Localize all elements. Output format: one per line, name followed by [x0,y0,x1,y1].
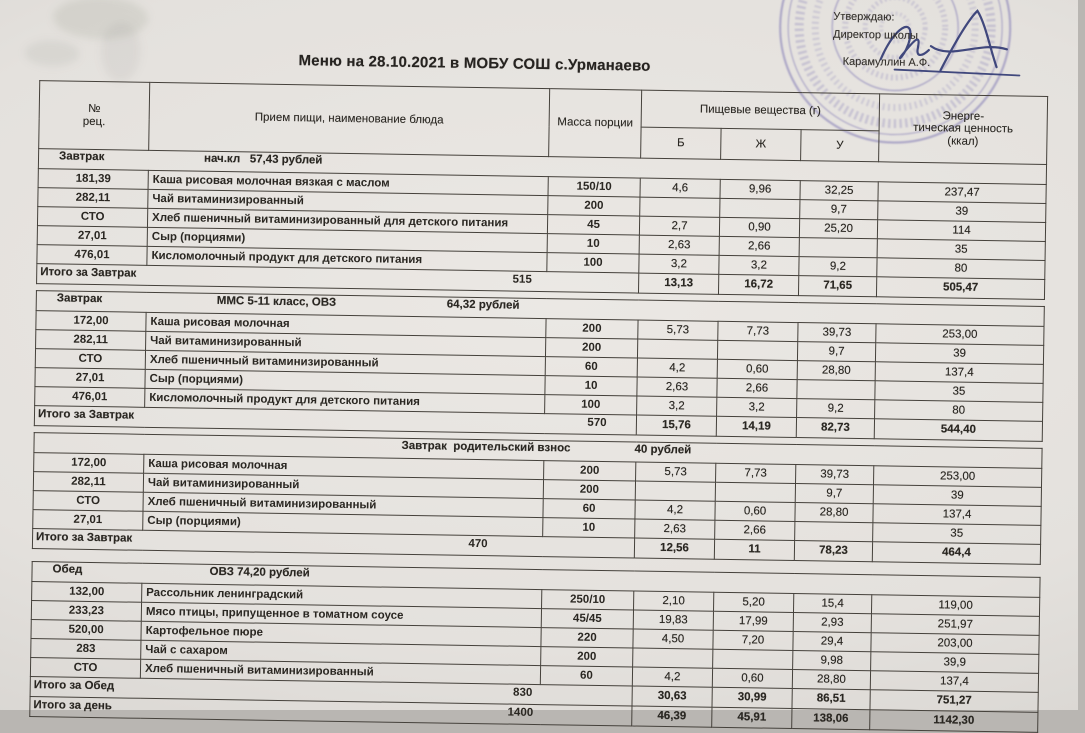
cell-energy: 253,00 [874,466,1042,488]
cell-dish: Чай витаминизированный [146,331,546,356]
cell-dish: Чай витаминизированный [143,473,543,498]
total-energy: 505,47 [876,277,1044,300]
total-zh: 11 [714,539,794,560]
col-header-carbs: У [801,130,879,162]
cell-zh: 2,66 [717,378,797,398]
cell-dish: Каша рисовая молочная [144,454,544,479]
total-u: 86,51 [792,689,870,710]
total-zh: 14,19 [716,416,796,437]
cell-u: 28,80 [795,503,873,523]
cell-u [797,380,875,400]
cell-mass: 200 [544,461,636,481]
cell-dish: Рассольник ленинградский [142,583,542,608]
cell-b: 4,50 [633,629,713,649]
section-detail: Завтрак родительский взнос [401,439,571,455]
cell-b [637,339,717,359]
total-mass: 830 [513,686,533,699]
cell-mass: 60 [543,499,635,519]
cell-mass: 200 [541,647,633,667]
total-label: Итого за Завтрак [37,408,135,422]
cell-zh: 3,2 [719,255,799,275]
cell-zh: 0,60 [715,501,795,521]
cell-u: 2,93 [793,613,871,633]
section-detail: ОВЗ 74,20 рублей [209,565,310,580]
cell-energy: 251,97 [871,614,1039,636]
cell-u: 32,25 [800,181,878,201]
total-zh: 16,72 [718,274,798,295]
cell-mass: 10 [547,234,639,254]
cell-mass: 60 [540,666,632,686]
cell-b: 3,2 [639,254,719,274]
cell-num: 27,01 [37,226,147,247]
cell-mass: 200 [545,338,637,358]
cell-num: СТО [33,491,143,512]
total-u: 71,65 [798,276,876,297]
cell-num: 476,01 [37,245,147,266]
total-b: 15,76 [636,415,716,436]
cell-b: 2,63 [639,235,719,255]
approval-block [833,11,932,70]
cell-num: 283 [31,639,141,660]
approval-word: Утверждаю: [833,10,895,24]
cell-num: 282,11 [36,330,146,351]
total-label: Итого за Завтрак [40,266,137,280]
cell-zh [717,340,797,360]
cell-b: 4,2 [635,500,715,520]
section-meal: Завтрак [56,292,103,306]
cell-u: 28,80 [792,670,870,690]
total-b: 12,56 [634,538,714,559]
total-u: 138,06 [792,709,870,730]
cell-u: 39,73 [796,465,874,485]
cell-b [635,481,715,501]
cell-energy: 137,4 [873,504,1041,526]
cell-dish: Сыр (порциями) [143,511,543,536]
total-zh: 30,99 [712,687,792,708]
cell-zh: 0,90 [719,217,799,237]
cell-u [799,238,877,258]
cell-mass: 250/10 [542,590,634,610]
cell-energy: 114 [877,220,1045,242]
cell-dish: Мясо птицы, припущенное в томатном соусе [141,602,541,627]
col-header-mass: Масса порции [549,89,642,158]
cell-b: 4,2 [637,358,717,378]
total-energy: 1142,30 [870,710,1038,733]
cell-dish: Сыр (порциями) [145,369,545,394]
col-header-num: № рец. [39,81,150,151]
menu-table-grid [29,80,1048,733]
cell-zh: 9,96 [720,179,800,199]
cell-mass: 10 [545,376,637,396]
cell-num: 282,11 [33,472,143,493]
section-price: 64,32 рублей [446,298,520,312]
cell-b: 4,2 [632,667,712,687]
cell-b: 2,7 [639,216,719,236]
cell-num: 181,39 [38,169,148,190]
cell-mass: 200 [546,319,638,339]
total-b: 13,13 [638,273,718,294]
cell-u: 9,2 [797,399,875,419]
cell-dish: Картофельное пюре [141,621,541,646]
total-mass: 1400 [507,706,534,719]
cell-num: 520,00 [31,620,141,641]
cell-zh: 7,20 [713,630,793,650]
cell-energy: 35 [873,523,1041,545]
cell-b: 5,73 [636,462,716,482]
col-header-fat: Ж [721,128,801,160]
total-mass: 515 [512,273,532,286]
total-energy: 464,4 [872,542,1040,565]
total-u: 82,73 [796,418,874,439]
cell-u: 9,2 [799,257,877,277]
cell-b: 19,83 [633,610,713,630]
cell-mass: 100 [545,395,637,415]
total-b: 46,39 [632,706,712,727]
cell-dish: Кисломолочный продукт для детского питания [145,388,545,413]
total-mass: 570 [587,416,607,430]
cell-num: 233,23 [31,601,141,622]
cell-mass: 45/45 [541,609,633,629]
cell-zh: 2,66 [715,520,795,540]
cell-zh: 5,20 [713,592,793,612]
cell-dish: Кисломолочный продукт для детского питания [147,246,547,271]
cell-mass: 10 [543,518,635,538]
cell-dish: Чай витаминизированный [148,189,548,214]
cell-mass: 150/10 [548,177,640,197]
cell-b: 5,73 [638,320,718,340]
total-b: 30,63 [632,686,712,707]
cell-zh: 7,73 [718,321,798,341]
cell-dish: Чай с сахаром [141,640,541,665]
cell-num: СТО [30,658,140,679]
total-energy: 751,27 [870,690,1038,713]
section-meal: Завтрак [58,150,105,164]
cell-dish: Хлеб пшеничный витаминизированный [143,492,543,517]
cell-energy: 80 [875,400,1043,422]
cell-energy: 35 [877,239,1045,261]
cell-zh: 0,60 [712,668,792,688]
total-label: Итого за день [33,699,113,713]
cell-u [795,522,873,542]
cell-dish: Хлеб пшеничный витаминизированный для детского питания [147,208,547,233]
cell-energy: 137,4 [870,671,1038,693]
cell-num: СТО [35,349,145,370]
table-header-row [39,81,1047,134]
approval-name: Карамуллин А.Ф. [842,56,931,70]
approval-role: Директор школы [832,28,919,42]
cell-u: 9,7 [797,342,875,362]
cell-num: 27,01 [35,368,145,389]
scan-artifact [24,40,79,67]
cell-mass: 200 [548,196,640,216]
cell-energy: 39 [873,485,1041,507]
cell-dish: Хлеб пшеничный витаминизированный [145,350,545,375]
cell-zh: 0,60 [717,359,797,379]
cell-mass: 200 [543,480,635,500]
cell-u: 9,98 [793,651,871,671]
cell-u: 9,7 [795,484,873,504]
cell-num: 476,01 [35,387,145,408]
cell-u: 28,80 [797,361,875,381]
cell-energy: 237,47 [878,182,1046,204]
cell-zh [720,198,800,218]
total-label: Итого за Обед [33,679,115,693]
cell-zh: 2,66 [719,236,799,256]
cell-zh: 7,73 [716,463,796,483]
cell-energy: 80 [877,258,1045,280]
cell-energy: 39 [875,343,1043,365]
cell-mass: 45 [547,215,639,235]
cell-num: 282,11 [38,188,148,209]
cell-energy: 35 [875,381,1043,403]
cell-b [640,197,720,217]
cell-energy: 203,00 [871,633,1039,655]
menu-table [29,80,1047,733]
cell-u: 15,4 [793,594,871,614]
cell-zh: 17,99 [713,611,793,631]
cell-num: 132,00 [32,582,142,603]
total-energy: 544,40 [874,419,1042,442]
cell-u: 9,7 [800,200,878,220]
cell-num: 172,00 [34,453,144,474]
cell-energy: 137,4 [875,362,1043,384]
scan-artifact [53,0,149,40]
col-header-nutrients: Пищевые вещества (г) [641,90,880,131]
section-price: 40 рублей [634,443,692,457]
cell-u: 39,73 [798,323,876,343]
cell-mass: 60 [545,357,637,377]
section-meal: Обед [52,563,83,576]
col-header-energy: Энерге- тическая ценность (ккал) [879,94,1048,165]
cell-energy: 253,00 [876,324,1044,346]
cell-b: 2,63 [635,519,715,539]
cell-b: 2,10 [634,591,714,611]
total-label: Итого за Завтрак [35,531,133,545]
cell-mass: 100 [547,253,639,273]
cell-u: 29,4 [793,632,871,652]
cell-dish: Каша рисовая молочная вязкая с маслом [148,170,548,195]
col-header-protein: Б [641,127,721,159]
cell-b: 2,63 [637,377,717,397]
cell-u: 25,20 [799,219,877,239]
section-detail: ММС 5-11 класс, ОВЗ [216,294,337,309]
cell-b [633,648,713,668]
total-zh: 45,91 [712,707,792,728]
cell-energy: 39,9 [871,652,1039,674]
cell-dish: Каша рисовая молочная [146,312,546,337]
section-detail: нач.кл 57,43 рублей [203,152,323,167]
cell-num: СТО [37,207,147,228]
col-header-dish: Прием пищи, наименование блюда [149,82,550,156]
table-body [30,149,1047,733]
cell-energy: 39 [878,201,1046,223]
cell-b: 3,2 [637,396,717,416]
total-mass: 470 [468,537,488,551]
document-title: Меню на 28.10.2021 в МОБУ СОШ с.Урманаево [298,52,651,75]
cell-b: 4,6 [640,178,720,198]
cell-zh [715,482,795,502]
cell-energy: 119,00 [871,595,1039,617]
cell-dish: Хлеб пшеничный витаминизированный [140,659,540,684]
cell-zh: 3,2 [717,397,797,417]
cell-num: 172,00 [36,311,146,332]
cell-mass: 220 [541,628,633,648]
cell-num: 27,01 [33,510,143,531]
cell-zh [713,649,793,669]
total-u: 78,23 [794,541,872,562]
cell-dish: Сыр (порциями) [147,227,547,252]
